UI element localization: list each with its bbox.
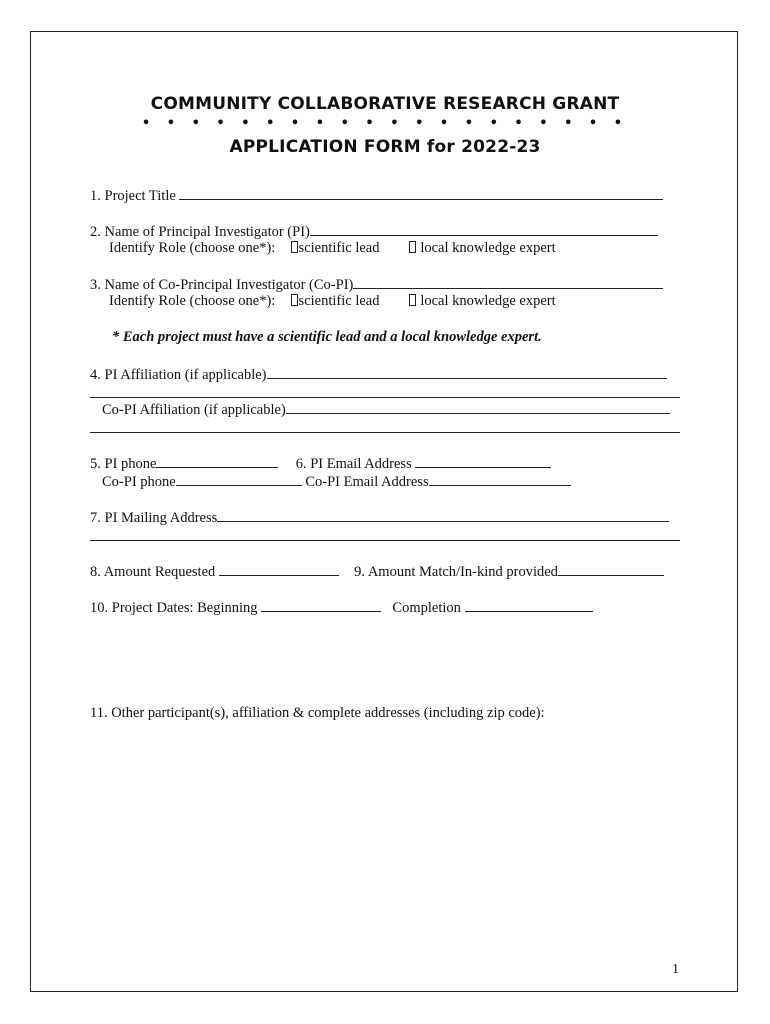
mailing-address-row xyxy=(90,508,669,527)
copi-affiliation-extra-line[interactable] xyxy=(90,432,680,433)
pi-affiliation-extra-line[interactable] xyxy=(90,397,680,398)
amount-requested-label: 8. Amount Requested xyxy=(90,564,216,580)
project-title-field[interactable] xyxy=(179,186,663,200)
pi-role-label: Identify Role (choose one*): xyxy=(109,240,276,256)
project-title-label: 1. Project Title xyxy=(90,188,176,204)
pi-scientific-lead-label: scientific lead xyxy=(298,240,380,256)
copi-scientific-lead-label: scientific lead xyxy=(298,293,380,309)
copi-local-expert-label: local knowledge expert xyxy=(416,293,556,309)
copi-role-row xyxy=(109,293,556,310)
pi-name-row xyxy=(90,222,658,241)
pi-affiliation-label: 4. PI Affiliation (if applicable) xyxy=(90,367,267,383)
project-title-row xyxy=(90,186,663,205)
form-title: COMMUNITY COLLABORATIVE RESEARCH GRANT xyxy=(150,94,620,114)
copi-name-field[interactable] xyxy=(353,275,663,289)
mailing-address-label: 7. PI Mailing Address xyxy=(90,510,218,526)
copi-affiliation-field[interactable] xyxy=(286,400,670,414)
pi-role-row xyxy=(109,240,556,257)
pi-affiliation-row xyxy=(90,365,667,384)
copi-scientific-lead-checkbox[interactable] xyxy=(291,294,298,306)
pi-affiliation-field[interactable] xyxy=(267,365,667,379)
mailing-address-extra-line[interactable] xyxy=(90,540,680,541)
copi-phone-field[interactable] xyxy=(176,472,302,486)
copi-name-label: 3. Name of Co-Principal Investigator (Co-PI) xyxy=(90,277,354,293)
project-dates-label: 10. Project Dates: Beginning xyxy=(90,600,258,616)
copi-role-label: Identify Role (choose one*): xyxy=(109,293,276,309)
other-participants-label: 11. Other participant(s), affiliation & complete addresses (including zip code): xyxy=(90,705,545,721)
completion-date-field[interactable] xyxy=(465,598,593,612)
pi-local-expert-label: local knowledge expert xyxy=(416,240,556,256)
pi-email-label: 6. PI Email Address xyxy=(295,456,412,472)
form-subtitle: APPLICATION FORM for 2022-23 xyxy=(229,137,541,157)
copi-contact-row xyxy=(102,472,571,491)
amount-requested-field[interactable] xyxy=(219,562,339,576)
title-divider-dots: • • • • • • • • • • • • • • • • • • • • xyxy=(141,116,629,131)
pi-phone-label: 5. PI phone xyxy=(90,456,157,472)
pi-name-field[interactable] xyxy=(310,222,658,236)
beginning-date-field[interactable] xyxy=(261,598,381,612)
mailing-address-field[interactable] xyxy=(217,508,669,522)
page-number: 1 xyxy=(672,962,679,977)
amount-match-label: 9. Amount Match/In-kind provided xyxy=(354,564,558,580)
amounts-row xyxy=(90,562,664,581)
copi-affiliation-row xyxy=(102,400,670,419)
pi-email-field[interactable] xyxy=(415,454,551,468)
pi-local-expert-checkbox[interactable] xyxy=(409,241,416,253)
copi-name-row xyxy=(90,275,663,294)
role-requirement-note: * Each project must have a scientific lead and a local knowledge expert. xyxy=(112,329,542,345)
other-participants-area[interactable] xyxy=(90,730,680,940)
pi-phone-field[interactable] xyxy=(156,454,278,468)
copi-affiliation-label: Co-PI Affiliation (if applicable) xyxy=(102,402,286,418)
pi-contact-row xyxy=(90,454,551,473)
copi-phone-label: Co-PI phone xyxy=(102,474,176,490)
pi-name-label: 2. Name of Principal Investigator (PI) xyxy=(90,224,310,240)
copi-email-field[interactable] xyxy=(429,472,571,486)
amount-match-field[interactable] xyxy=(558,562,664,576)
copi-local-expert-checkbox[interactable] xyxy=(409,294,416,306)
copi-email-label: Co-PI Email Address xyxy=(305,474,429,490)
completion-label: Completion xyxy=(392,600,461,616)
project-dates-row xyxy=(90,598,593,617)
pi-scientific-lead-checkbox[interactable] xyxy=(291,241,298,253)
